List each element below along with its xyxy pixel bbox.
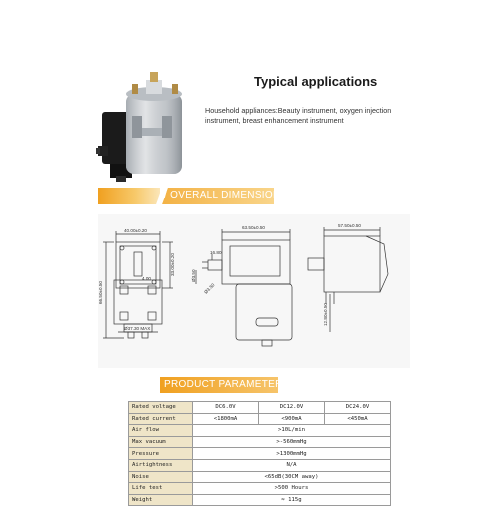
table-row <box>129 436 391 448</box>
param-label: Pressure <box>129 448 193 460</box>
param-value: DC24.0V <box>325 402 391 414</box>
side-length-label: 63.50±0.50 <box>242 225 265 230</box>
front-side-label: 33.00±0.20 <box>170 253 175 276</box>
param-value: <900mA <box>259 413 325 425</box>
pump-product-image <box>96 72 192 184</box>
table-row <box>129 413 391 425</box>
param-value: ≈ 115g <box>193 494 391 506</box>
param-label: Noise <box>129 471 193 483</box>
param-label: Rated current <box>129 413 193 425</box>
param-value: >1300mmHg <box>193 448 391 460</box>
front-motor-label: Ø37.30 MAX <box>124 326 151 331</box>
param-label: Airtightness <box>129 459 193 471</box>
parameters-title: PRODUCT PARAMETERS <box>164 379 290 390</box>
table-row <box>129 402 391 414</box>
end-length-label: 57.50±0.50 <box>338 223 361 228</box>
param-label: Rated voltage <box>129 402 193 414</box>
param-label: Max vacuum <box>129 436 193 448</box>
param-label: Life test <box>129 483 193 495</box>
front-view <box>103 231 173 338</box>
front-width-label: 40.00±0.20 <box>124 228 147 233</box>
param-value: <450mA <box>325 413 391 425</box>
side-port-label: 16.80 <box>210 250 222 255</box>
param-label: Weight <box>129 494 193 506</box>
front-hole-label: 4.00 <box>142 276 151 281</box>
param-value: DC12.0V <box>259 402 325 414</box>
param-value: >10L/min <box>193 425 391 437</box>
end-view <box>308 227 388 332</box>
param-value: >500 Hours <box>193 483 391 495</box>
side-height-label: Ø3.50 <box>191 269 196 282</box>
param-value: N/A <box>193 459 391 471</box>
param-value: <65dB(30CM away) <box>193 471 391 483</box>
dimensions-title: / OVERALL DIMENSIONS <box>164 190 288 201</box>
parameters-table <box>128 401 391 506</box>
table-row <box>129 448 391 460</box>
table-row <box>129 425 391 437</box>
dimension-drawings-svg <box>98 214 410 368</box>
applications-title: Typical applications <box>254 74 378 89</box>
table-row <box>129 483 391 495</box>
table-row <box>129 494 391 506</box>
dimensions-banner-left <box>98 188 160 204</box>
front-height-label: 66.50±0.50 <box>98 281 103 304</box>
param-value: >-560mmHg <box>193 436 391 448</box>
table-row <box>129 459 391 471</box>
param-label: Air flow <box>129 425 193 437</box>
end-depth-label: 12.80±0.50 <box>323 303 328 326</box>
table-row <box>129 471 391 483</box>
param-value: <1800mA <box>193 413 259 425</box>
dimension-drawings <box>98 214 410 368</box>
side-tube-label: Ø3.50 <box>203 282 216 295</box>
applications-description: Household appliances:Beauty instrument, oxygen injection instrument, breast enhancement instrument <box>205 106 392 125</box>
param-value: DC6.0V <box>193 402 259 414</box>
